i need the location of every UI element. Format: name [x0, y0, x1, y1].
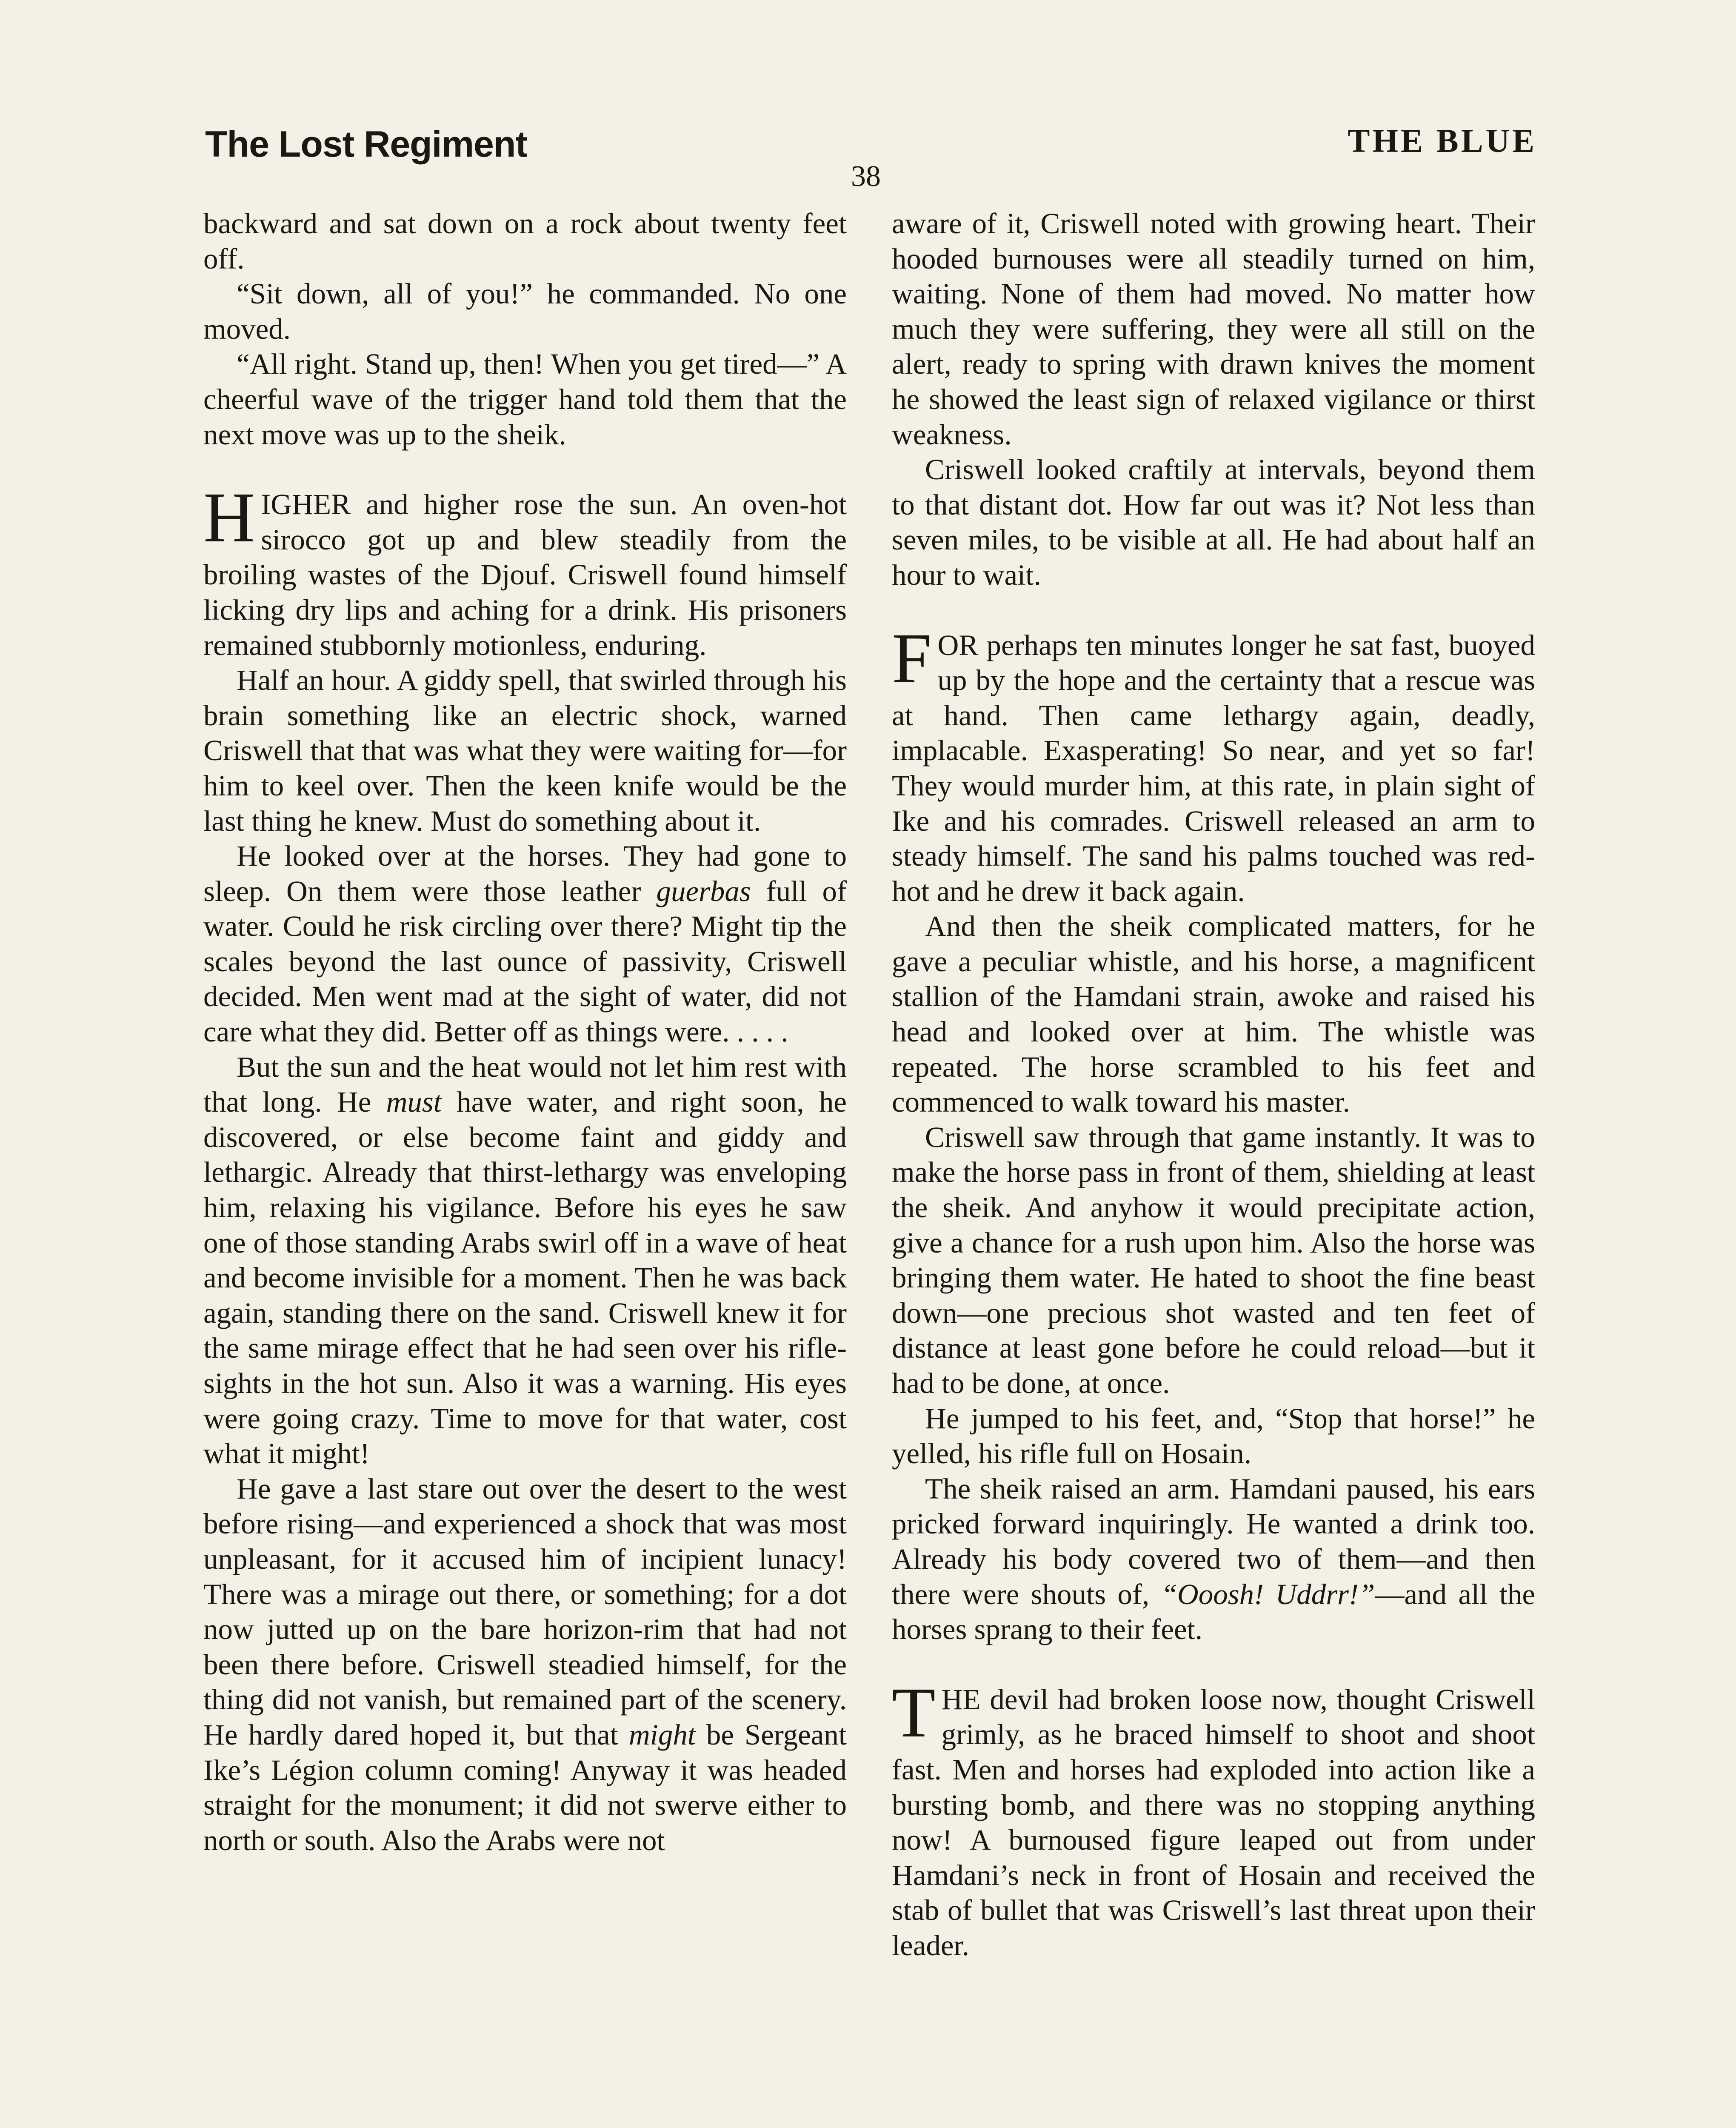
- lead-word: OR: [937, 629, 979, 661]
- paragraph-text: full of water. Could he risk circling over there? Might tip the scales beyond the last ounce of passivity, Criswell decided. Men went mad at the sight of water, did not care what they did. Better off as things were. . . . .: [203, 875, 847, 1048]
- paragraph-text: But the sun and the heat would not let him rest with that long. He: [203, 1050, 847, 1118]
- paragraph: [892, 1471, 1535, 1647]
- lead-word: IGHER: [261, 488, 351, 521]
- section-paragraph: [892, 1673, 1535, 1963]
- paragraph: Half an hour. A giddy spell, that swirled through his brain something like an electric shock, warned Criswell that that was what they were waiting for—for him to keel over. Then the keen knife would be the last thing he knew. Must do something about it.: [203, 664, 847, 837]
- drop-cap: F: [892, 618, 932, 698]
- section-paragraph: [203, 478, 847, 663]
- paragraph-text: have water, and right soon, he discovered, or else become faint and giddy and lethargic. Already that thirst-lethargy was enveloping him, relaxing his vigilance. Before his eyes he saw one of those standing Arabs swirl off in a wave of heat and become invisible for a moment. Then he was back again, standing there on the sand. Criswell knew it for the same mirage effect that he had seen over his rifle-sights in the hot sun. Also it was a warning. His eyes were going crazy. Time to move for that water, cost what it might!: [203, 1086, 847, 1470]
- italic-word: guerbas: [656, 875, 751, 907]
- paragraph-text: The sheik raised an arm. Hamdani paused, his ears pricked forward inquiringly. He wanted a drink too. Already his body covered two of them—and then there were shouts of,: [892, 1472, 1535, 1610]
- right-column: [892, 206, 1535, 1963]
- paragraph-text: perhaps ten minutes longer he sat fast, buoyed up by the hope and the certainty that a rescue was at hand. Then came lethargy again, deadly, implacable. Exasperating! So near, and yet so far! They would murder him, at this rate, in plain sight of Ike and his comrades. Criswell released an arm to steady himself. The sand his palms touched was red-hot and he drew it back again.: [892, 629, 1535, 907]
- paragraph: Criswell looked craftily at intervals, beyond them to that distant dot. How far out was it? Not less than seven miles, to be visible at all. He had about half an hour to wait.: [892, 453, 1535, 591]
- paragraph: Criswell saw through that game instantly. It was to make the horse pass in front of them, shielding at least the sheik. And anyhow it would precipitate action, give a chance for a rush upon him. Also the horse was bringing them water. He hated to shoot the fine beast down—one precious shot wasted and ten feet of distance at least gone before he could reload—but it had to be done, at once.: [892, 1121, 1535, 1399]
- paragraph: He jumped to his feet, and, “Stop that horse!” he yelled, his rifle full on Hosain.: [892, 1402, 1535, 1470]
- paragraph: “All right. Stand up, then! When you get tired—” A cheerful wave of the trigger hand told them that the next move was up to the sheik.: [203, 348, 847, 451]
- left-column: [203, 206, 847, 1858]
- paragraph-text: and higher rose the sun. An oven-hot sirocco got up and blew steadily from the broiling wastes of the Djouf. Criswell found himself licking dry lips and aching for a drink. His prisoners remained stubbornly motionless, enduring.: [203, 488, 847, 661]
- paragraph: [203, 838, 847, 1050]
- paragraph-text: be Sergeant Ike’s Légion column coming! Anyway it was headed straight for the monument; it did not swerve either to north or south. Also the Arabs were not: [203, 1718, 847, 1856]
- paragraph: And then the sheik complicated matters, for he gave a peculiar whistle, and his horse, a magnificent stallion of the Hamdani strain, awoke and raised his head and looked over at him. The whistle was repeated. The horse scrambled to his feet and commenced to walk toward his master.: [892, 910, 1535, 1118]
- drop-cap: H: [203, 478, 255, 558]
- paragraph: [203, 1471, 847, 1858]
- paragraph-text: He looked over at the horses. They had gone to sleep. On them were those leather: [203, 840, 847, 907]
- italic-word: might: [628, 1718, 696, 1751]
- paragraph: [203, 1050, 847, 1471]
- paragraph-text: devil had broken loose now, thought Criswell grimly, as he braced himself to shoot and shoot fast. Men and horses had exploded into action like a bursting bomb, and there was no stopping anything now! A burnoused figure leaped out from under Hamdani’s neck in front of Hosain and received the stab of bullet that was Criswell’s last threat upon their leader.: [892, 1683, 1535, 1962]
- paragraph: backward and sat down on a rock about twenty feet off.: [203, 207, 847, 275]
- italic-word: must: [386, 1086, 442, 1118]
- paragraph-text: He gave a last stare out over the desert to the west before rising—and experienced a shock that was most unpleasant, for it accused him of incipient lunacy! There was a mirage out there, or something; for a dot now jutted up on the bare horizon-rim that had not been there before. Criswell steadied himself, for the thing did not vanish, but remained part of the scenery. He hardly dared hoped it, but that: [203, 1472, 847, 1751]
- section-paragraph: [892, 618, 1535, 909]
- lead-word: HE: [941, 1683, 981, 1716]
- story-title: The Lost Regiment: [205, 124, 528, 165]
- drop-cap: T: [892, 1673, 936, 1752]
- paragraph: “Sit down, all of you!” he commanded. No one moved.: [203, 277, 847, 345]
- page-number: 38: [851, 160, 881, 193]
- magazine-name: THE BLUE: [1348, 122, 1537, 159]
- paragraph: aware of it, Criswell noted with growing heart. Their hooded burnouses were all steadily turned on him, waiting. None of them had moved. No matter how much they were suffering, they were all still on the alert, ready to spring with drawn knives the moment he showed the least sign of relaxed vigilance or thirst weakness.: [892, 207, 1535, 451]
- paragraph-text: —and all the horses sprang to their feet.: [892, 1578, 1535, 1646]
- italic-word: “Ooosh! Uddrr!”: [1161, 1578, 1375, 1610]
